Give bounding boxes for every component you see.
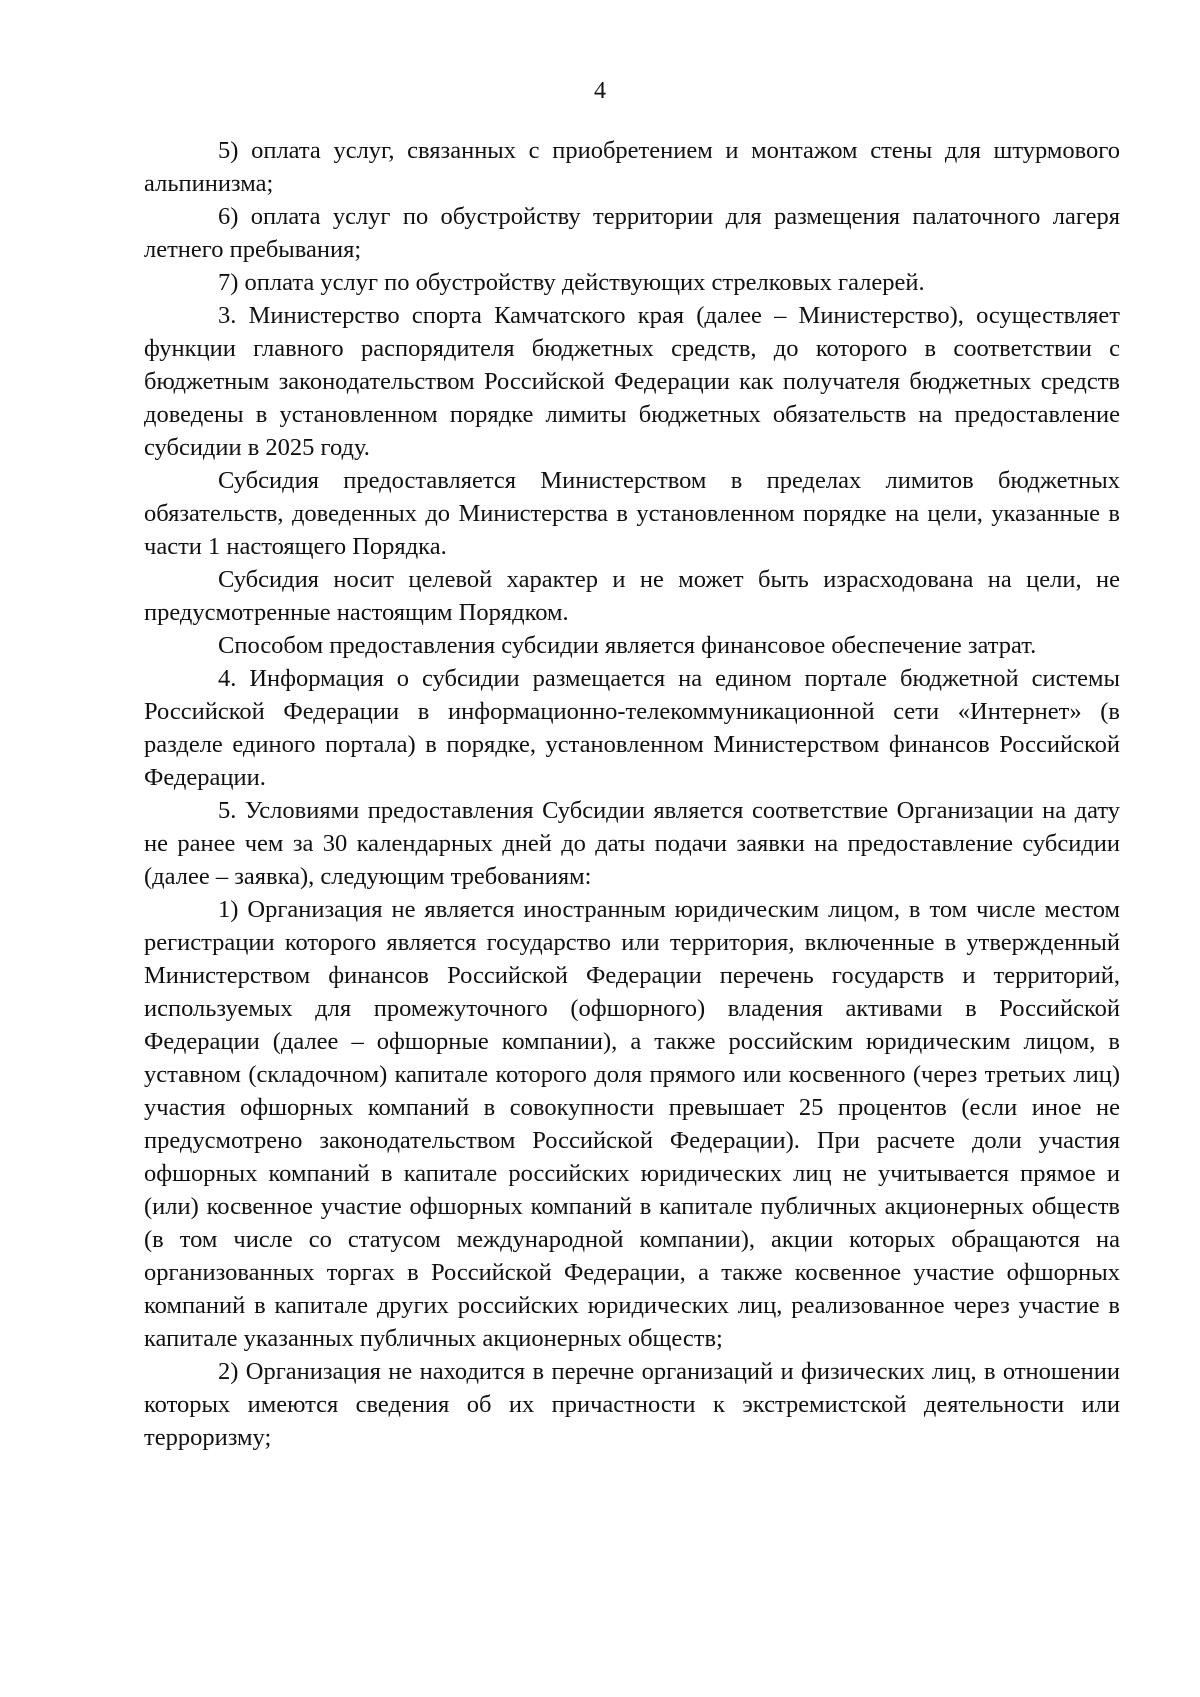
paragraph-item-7: 7) оплата услуг по обустройству действующих стрелковых галерей. (218, 269, 925, 296)
paragraph-requirement-2: 2) Организация не находится в перечне организаций и физических лиц, в отношении которых имеются сведения об их причастности к экстремистской деятельности или терроризму; (144, 1358, 1120, 1451)
paragraph-item-5: 5) оплата услуг, связанных с приобретением и монтажом стены для штурмового альпинизма; (144, 137, 1120, 197)
paragraph-clause-3: 3. Министерство спорта Камчатского края (далее – Министерство), осуществляет функции главного распорядителя бюджетных средств, до которого в соответствии с бюджетным законодательством Российской Федерации как получателя бюджетных средств доведены в установленном порядке лимиты бюджетных обязательств на предоставление субсидии в 2025 году. (144, 302, 1120, 461)
paragraph-clause-4: 4. Информация о субсидии размещается на едином портале бюджетной системы Российской Федерации в информационно-телекоммуникационной сети «Интернет» (в разделе единого портала) в порядке, установленном Министерством финансов Российской Федерации. (144, 665, 1120, 791)
page-number: 4 (594, 78, 606, 104)
document-body (144, 134, 1120, 1454)
paragraph-subsidy-method: Способом предоставления субсидии является финансовое обеспечение затрат. (218, 632, 1037, 659)
paragraph-clause-5: 5. Условиями предоставления Субсидии является соответствие Организации на дату не ранее чем за 30 календарных дней до даты подачи заявки на предоставление субсидии (далее – заявка), следующим требованиям: (144, 797, 1120, 890)
paragraph-requirement-1: 1) Организация не является иностранным юридическим лицом, в том числе местом регистрации которого является государство или территория, включенные в утвержденный Министерством финансов Российской Федерации перечень государств и территорий, используемых для промежуточного (офшорного) владения активами в Российской Федерации (далее – офшорные компании), а также российским юридическим лицом, в уставном (складочном) капитале которого доля прямого или косвенного (через третьих лиц) участия офшорных компаний в совокупности превышает 25 процентов (если иное не предусмотрено законодательством Российской Федерации). При расчете доли участия офшорных компаний в капитале российских юридических лиц не учитывается прямое и (или) косвенное участие офшорных компаний в капитале публичных акционерных обществ (в том числе со статусом международной компании), акции которых обращаются на организованных торгах в Российской Федерации, а также косвенное участие офшорных компаний в капитале других российских юридических лиц, реализованное через участие в капитале указанных публичных акционерных обществ; (144, 896, 1120, 1352)
paragraph-subsidy-purpose: Субсидия носит целевой характер и не может быть израсходована на цели, не предусмотренные настоящим Порядком. (144, 566, 1120, 626)
paragraph-item-6: 6) оплата услуг по обустройству территории для размещения палаточного лагеря летнего пребывания; (144, 203, 1120, 263)
paragraph-subsidy-limits: Субсидия предоставляется Министерством в пределах лимитов бюджетных обязательств, доведенных до Министерства в установленном порядке на цели, указанные в части 1 настоящего Порядка. (144, 467, 1120, 560)
